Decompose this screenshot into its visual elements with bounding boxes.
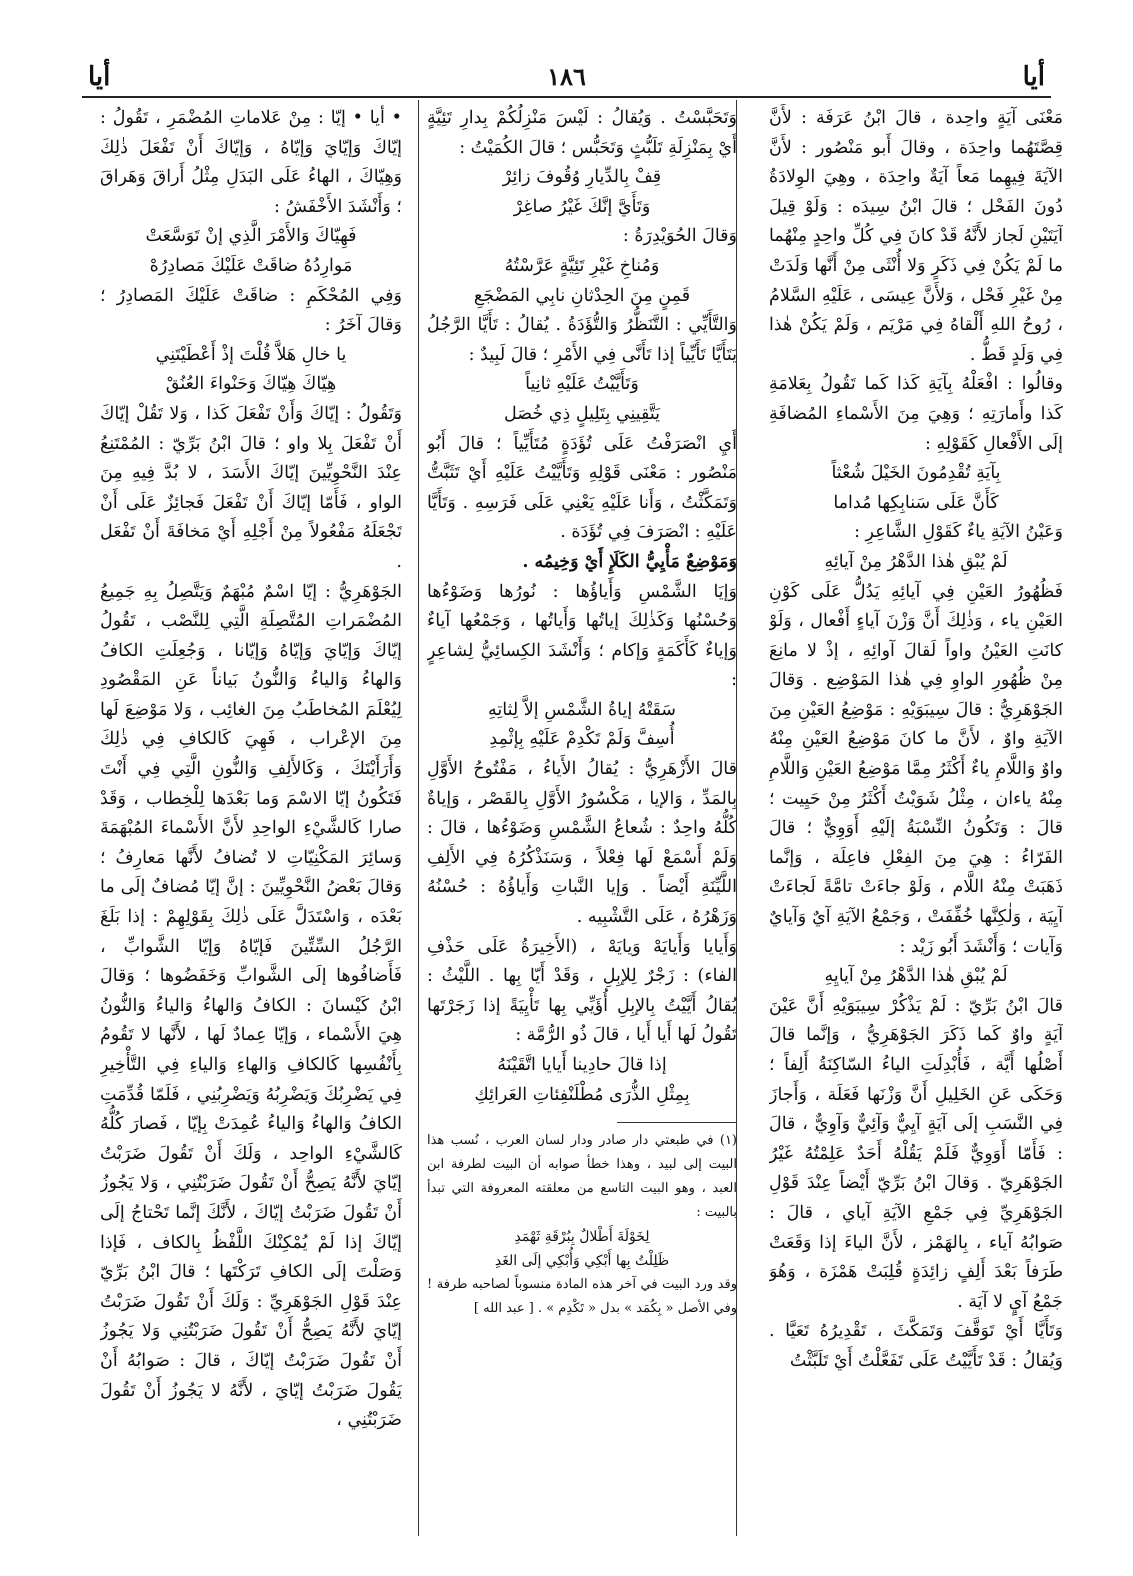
running-header-right: أيا bbox=[1022, 62, 1045, 92]
footnote bbox=[427, 1129, 737, 1321]
paragraph: أَيِ انْصَرَفْتُ عَلَى تُؤَدَةٍ مُتَأَيِّياً ؛ قالَ أَبُو مَنْصُور : مَعْنَى قَوْلِهِ وَتَأَيَّيْتُ عَلَيْهِ أَيْ تَثَبَّتُّ وَتَمَكَّثْتُ ، وَأَنا عَلَيْهِ يَعْنِي عَلَى فَرَسِهِ . وَتَأَيَّا عَلَيْهِ : انْصَرَفَ فِي تُؤَدَة . bbox=[427, 433, 737, 543]
column-middle bbox=[427, 104, 737, 1530]
page-number: ١٨٦ bbox=[547, 62, 586, 91]
entry-headword: وَمَوْضِعٌ مَأْيِيُّ الكَلَإِ أَيْ وَخِيمُه . bbox=[522, 551, 737, 572]
paragraph: وَالتَّأَيِّي : التَّنَظُّرُ وَالتُّؤَدَةُ . يُقالُ : تَأَيَّا الرَّجُلُ يَتَأَيَّا تَأَيِّياً إذا تَأَنَّى فِي الأَمْرِ ؛ قالَ لَبِيدٌ : bbox=[427, 315, 737, 365]
poetry-verse: لَمْ يُبْقِ هٰذا الدَّهْرُ مِنْ آيائِهِ bbox=[824, 551, 1008, 572]
paragraph: وَتَقُولُ : إيّاكَ وَأَنْ تَفْعَلَ كَذا ، وَلا تَقُلْ إيّاكَ أَنْ تَفْعَلَ بِلا واو ؛ قالَ ابْنُ بَرِّيّ : المُمْتَنِعُ عِنْدَ النَّحْوِيِّينَ إيّاكَ الأَسَدَ ، لا بُدَّ فِيهِ مِنَ الواو ، فَأَمّا إيّاكَ أَنْ تَفْعَلَ فَجائِزٌ عَلَى أَنْ تَجْعَلَهُ مَفْعُولاً مِنْ أَجْلِهِ أَيْ مَخافَةَ أَنْ تَفْعَل . bbox=[100, 403, 402, 572]
poetry-verse: كَأَنَّ عَلَى سَنابِكِها مُداما bbox=[833, 492, 999, 513]
paragraph: وَعَيْنُ الآيَةِ ياءٌ كَقَوْلِ الشَّاعِرِ : bbox=[854, 522, 1063, 543]
poetry-verse: أُسِفَّ وَلَمْ تَكْدِمْ عَلَيْهِ بِإثْمِدِ bbox=[489, 729, 675, 750]
paragraph: قالَ ابْنُ بَرِّيّ : لَمْ يَذْكُرْ سِيبَوَيْهِ أَنَّ عَيْنَ آيَةٍ واوٌ كَما ذَكَرَ الجَوْهَرِيُّ ، وَإنَّما قالَ أَصْلُها أَيَّة ، فَأُبْدِلَتِ الياءُ السّاكِنَةُ أَلِفاً ؛ وَحَكَى عَنِ الخَلِيلِ أَنَّ وَزْنَها فَعَلَة ، وَأَجازَ فِي النَّسَبِ إلَى آيَةٍ آيِيٌّ وَآئِيٌّ وَآوِيٌّ ، قالَ : فَأَمّا أَوَوِيٌّ فَلَمْ يَقُلْهُ أَحَدٌ عَلِمْتُهُ غَيْرُ الجَوْهَرِيّ . وَقالَ ابْنُ بَرِّيّ أَيْضاً عِنْدَ قَوْلِ الجَوْهَرِيِّ فِي جَمْعِ الآيَةِ آياي ، قالَ : صَوابُهُ آياء ، بِالهَمْز ، لأَنَّ الياءَ إذا وَقَعَتْ طَرَفاً بَعْدَ أَلِفٍ زائِدَةٍ قُلِبَتْ هَمْزَة ، وَهُوَ جَمْعُ آيٍ لا آيَة . bbox=[769, 995, 1063, 1312]
column-left bbox=[100, 104, 402, 1530]
poetry-verse: هِيّاكَ هِيّاكَ وَحَنْواءَ العُنُقْ bbox=[165, 374, 337, 395]
paragraph: وَفِي المُحْكَمِ : ضاقَتْ عَلَيْكَ المَصادِرُ ؛ وَقالَ آخَرُ : bbox=[100, 285, 402, 336]
column-divider-left bbox=[418, 100, 419, 1536]
footnote-tail: وقد ورد البيت في آخر هذه المادة منسوباً لصاحبه طرفة ! وفي الأصل « بِكُمَد » بدل « تَكْدِم » . [ عبد الله ] bbox=[427, 1277, 737, 1317]
poetry-verse: سَقَتْهُ إياةُ الشَّمْسِ إلاَّ لِثاتِهِ bbox=[488, 699, 676, 720]
poetry-verse: مَوارِدُهُ ضاقَتْ عَلَيْكَ مَصادِرُهْ bbox=[149, 255, 353, 276]
paragraph: فَظُهُورُ العَيْنِ فِي آيائِهِ يَدُلُّ عَلَى كَوْنِ العَيْنِ ياء ، وَذٰلِكَ أَنَّ وَزْنَ آياءٍ أَفْعال ، وَلَوْ كانَتِ العَيْنُ واواً لَقالَ آوائِهِ ، إذْ لا مانِعَ مِنْ ظُهُورِ الواوِ فِي هٰذا المَوْضِع . وَقالَ الجَوْهَرِيُّ : قالَ سِيبَوَيْهِ : مَوْضِعُ العَيْنِ مِنَ الآيَةِ واوٌ ، لأَنَّ ما كانَ مَوْضِعُ العَيْنِ مِنْهُ واوٌ وَاللَّامِ ياءٌ أَكْثَرُ مِمَّا مَوْضِعُ العَيْنِ وَاللَّامِ مِنْهُ ياءان ، مِثْلُ شَوَيْتُ أَكْثَرُ مِنْ حَيِيت ؛ قالَ : وَتَكُونُ النِّسْبَةُ إلَيْهِ أَوَوِيٌّ ؛ قالَ الفَرّاءُ : هِيَ مِنَ الفِعْلِ فاعِلَة ، وَإنَّما ذَهَبَتْ مِنْهُ اللَّام ، وَلَوْ جاءَتْ تامَّةً لَجاءَتْ آيِيَة ، وَلٰكِنَّها خُفِّفَتْ ، وَجَمْعُ الآيَةِ آيٌ وَآيايٌ وَآيات ؛ وَأَنْشَدَ أَبُو زَيْد : bbox=[769, 581, 1063, 957]
paragraph: وَقالَ الحُوَيْدِرَةُ : bbox=[622, 226, 737, 247]
poetry-verse: قَمِنٍ مِنَ الحِدْثانِ نابِي المَضْجَعِ bbox=[473, 285, 691, 306]
footnote-verse-1: لِخَوْلَةَ أَطْلالٌ بِبُرْقَةِ ثَهْمَدِ bbox=[514, 1229, 650, 1246]
poetry-verse: وَتَأَيَّ إنَّكَ غَيْرُ صاغِرْ bbox=[513, 196, 651, 217]
poetry-verse: لَمْ يُبْقِ هٰذا الدَّهْرُ مِنْ آيايِهِ bbox=[824, 966, 1008, 987]
poetry-verse: قِفْ بِالدِّيارِ وُقُوفَ زائِرْ bbox=[502, 167, 662, 188]
footnote-text: (١) في طبعتي دار صادر ودار لسان العرب ، نُسب هذا البيت إلى لبيد ، وهذا خطأ صوابه أن البيت لطرفة ابن العبد ، وهو البيت التاسع من معلقته المعروفة التي تبدأ بالبيت : bbox=[427, 1133, 737, 1221]
poetry-verse: فَهِيّاكَ وَالأَمْرَ الَّذِي إنْ تَوَسَّعَتْ bbox=[145, 226, 357, 247]
column-right bbox=[769, 104, 1063, 1530]
column-middle-body bbox=[427, 104, 737, 1110]
poetry-verse: بِآيَةِ تُقْدِمُونَ الخَيْلَ شُعْثاً bbox=[831, 463, 1001, 484]
paragraph: وَتَأَيَّا أَيْ تَوَقَّفَ وَتَمَكَّثَ ، تَقْدِيرُهُ تَعَيَّا . وَيُقالُ : قَدْ تَأَيَّيْتُ عَلَى تَفَعَّلْتُ أَيْ تَلَبَّثْتُ bbox=[769, 1321, 1063, 1371]
running-header-left: أيا bbox=[88, 62, 111, 92]
paragraph: • أيا • إيّا : مِنْ عَلاماتِ المُضْمَرِ ، تَقُولُ : إيّاكَ وَإيّايَ وَإيّاهُ ، وَإيّاكَ أَنْ تَفْعَلَ ذٰلِكَ وَهِيّاكَ ، الهاءُ عَلَى البَدَلِ مِثْلُ أَراقَ وَهَراقَ ؛ وَأَنْشَدَ الأَخْفَشُ : bbox=[100, 108, 402, 217]
paragraph: الجَوْهَرِيُّ : إيّا اسْمٌ مُبْهَمٌ وَيَتَّصِلُ بِهِ جَمِيعُ المُضْمَراتِ المُتَّصِلَةِ الَّتِي لِلنَّصْب ، تَقُولُ إيّاكَ وَإيّايَ وَإيّاهُ وَإيّانا ، وَجُعِلَتِ الكافُ وَالهاءُ وَالياءُ وَالنُّونُ بَياناً عَنِ المَقْصُودِ لِيُعْلَمَ المُخاطَبُ مِنَ الغائِب ، وَلا مَوْضِعَ لَها مِنَ الإعْراب ، فَهِيَ كَالكافِ فِي ذٰلِكَ وَأَرَأَيْتَكَ ، وَكَالأَلِفِ وَالنُّونِ الَّتِي فِي أَنْتَ فَتَكُونُ إيّا الاسْمَ وَما بَعْدَها لِلْخِطاب ، وَقَدْ صارا كَالشَّيْءِ الواحِدِ لأَنَّ الأَسْماءَ المُبْهَمَةَ وَسائِرَ المَكْنِيّاتِ لا تُضافُ لأَنَّها مَعارِفُ ؛ وَقالَ بَعْضُ النَّحْوِيِّينَ : إنَّ إيّا مُضافٌ إلَى ما بَعْدَه ، وَاسْتَدَلَّ عَلَى ذٰلِكَ بِقَوْلِهِمْ : إذا بَلَغَ الرَّجُلُ السِّتِّينَ فَإيّاهُ وَإيّا الشَّوابِّ ، فَأَضافُوها إلَى الشَّوابِّ وَخَفَضُوها ؛ وَقالَ ابْنُ كَيْسانَ : الكافُ وَالهاءُ وَالياءُ وَالنُّونُ هِيَ الأَسْماء ، وَإيّا عِمادٌ لَها ، لأَنَّها لا تَقُومُ بِأَنْفُسِها كَالكافِ وَالهاءِ وَالياءِ فِي التَّأْخِيرِ فِي يَضْرِبُكَ وَيَضْرِبُهُ وَيَضْرِبُنِي ، فَلَمّا قُدِّمَتِ الكافُ وَالهاءُ وَالياءُ عُمِدَتْ بِإيّا ، فَصارَ كُلُّهُ كَالشَّيْءِ الواحِد ، وَلَكَ أَنْ تَقُولَ ضَرَبْتُ إيّايَ لأَنَّهُ يَصِحُّ أَنْ تَقُولَ ضَرَبْتُنِي ، وَلا يَجُوزُ أَنْ تَقُولَ ضَرَبْتُ إيّاكَ ، لأَنَّكَ إنَّما تَحْتاجُ إلَى إيّاكَ إذا لَمْ يُمْكِنْكَ اللَّفْظُ بِالكاف ، فَإذا وَصَلْتَ إلَى الكافِ تَرَكْتَها ؛ قالَ ابْنُ بَرِّيّ عِنْدَ قَوْلِ الجَوْهَرِيِّ : وَلَكَ أَنْ تَقُولَ ضَرَبْتُ إيّايَ لأَنَّهُ يَصِحُّ أَنْ تَقُولَ ضَرَبْتُنِي وَلا يَجُوزُ أَنْ تَقُولَ ضَرَبْتُ إيّاكَ ، قالَ : صَوابُهُ أَنْ يَقُولَ ضَرَبْتُ إيّايَ ، لأَنَّهُ لا يَجُوزُ أَنْ تَقُولَ ضَرَبْتُنِي ، bbox=[100, 581, 402, 1431]
poetry-verse: يا خالِ هَلاَّ قُلْتَ إذْ أَعْطَيْتَنِي bbox=[155, 344, 347, 365]
paragraph: وَأَيايا وَأَيايَهْ وَيايَهْ ، (الأَخِيرَةُ عَلَى حَذْفِ الفاء) : زَجْرٌ لِلإبِلِ ، وَقَدْ أَيّا بِها . اللَّيْثُ : يُقالُ أَيَّيْتُ بِالإبِلِ أُؤَيِّي بِها تَأْيِيَةً إذا زَجَرْتَها تَقُولُ لَها أَيا أَيا ، قالَ ذُو الرُّمَّة : bbox=[427, 936, 737, 1046]
poetry-verse: يَتَّقِينِي بِتَلِيلٍ ذِي خُصَل bbox=[503, 403, 661, 424]
paragraph: قالَ الأَزْهَرِيُّ : يُقالُ الأَياءُ ، مَفْتُوحُ الأَوَّلِ بِالمَدِّ ، وَالإيا ، مَكْسُورُ الأَوَّلِ بِالقَصْر ، وَإياةٌ كُلُّهُ واحِدٌ : شُعاعُ الشَّمْسِ وَضَوْءُها ، قالَ : وَلَمْ أَسْمَعْ لَها فِعْلاً ، وَسَنَذْكُرُهُ فِي الأَلِفِ اللَّيِّنَةِ أَيْضاً . وَإيا النَّباتِ وَأَياؤُهُ : حُسْنُهُ وَزَهْرُهُ ، عَلَى التَّشْبِيه . bbox=[427, 759, 737, 928]
poetry-verse: وَتَأَيَّيْتُ عَلَيْهِ ثانِياً bbox=[525, 374, 639, 395]
paragraph: مَعْنَى آيَةٍ واحِدة ، قالَ ابْنُ عَرَفَة : لأَنَّ قِصَّتَهُما واحِدَة ، وقالَ أَبو مَنْصُور : لأَنَّ الآيَةَ فِيهِما مَعاً آيَةٌ واحِدَة ، وهِيَ الوِلادَةُ دُونَ الفَحْل ؛ قالَ ابْنُ سِيدَه : وَلَوْ قِيلَ آيَتَيْنِ لَجاز لأَنَّهُ قَدْ كانَ فِي كُلِّ واحِدٍ مِنْهُما ما لَمْ يَكُنْ فِي ذَكَرٍ وَلا أُنْثَى مِنْ أَنَّها وَلَدَتْ مِنْ غَيْرِ فَحْل ، وَلأَنَّ عِيسَى ، عَلَيْهِ السَّلامُ ، رُوحُ اللهِ أَلْقاهُ فِي مَرْيَم ، وَلَمْ يَكُنْ هٰذا فِي وَلَدٍ قَطُّ . bbox=[769, 108, 1063, 365]
footnote-rule bbox=[617, 1122, 737, 1123]
poetry-verse: وَمُناخِ غَيْرِ تَئِيَّةٍ عَرَّسْتُهُ bbox=[504, 255, 660, 276]
poetry-verse: إذا قالَ حادِينا أَيايا اتَّقَيْنَهُ bbox=[497, 1055, 667, 1075]
paragraph: وَتَحَبَّسْتُ . وَيُقالُ : لَيْسَ مَنْزِلُكُمْ بِدارِ تَئِيَّةٍ أَيْ بِمَنْزِلَةِ تَلَبُّثٍ وَتَحَبُّس ؛ قالَ الكُمَيْتُ : bbox=[427, 108, 737, 158]
paragraph: وَإيَا الشَّمْسِ وَأَياؤُها : نُورُها وَضَوْءُها وَحُسْنُها وَكَذٰلِكَ إياتُها وَأَياتُها ، وَجَمْعُها آياءٌ وَإياءٌ كَأَكَمَةٍ وَإكام ؛ وَأَنْشَدَ الكِسائِيُّ لِشاعِرٍ : bbox=[427, 581, 737, 691]
header-rule bbox=[82, 96, 1051, 98]
footnote-verse-2: ظَلِلْتُ بِها أَبْكِي وَأُبْكِي إلَى الغَدِ bbox=[494, 1253, 670, 1270]
paragraph: وقالُوا : افْعَلْهُ بِآيَةِ كَذا كَما تَقُولُ بِعَلامَةِ كَذا وأَمارَتِهِ ؛ وَهِيَ مِنَ الأَسْماءِ المُضافَةِ إلَى الأَفْعالِ كَقَوْلِهِ : bbox=[769, 374, 1063, 454]
poetry-verse: بِمِثْلِ الذُّرَى مُطْلَنْفِئاتِ العَرائِكِ bbox=[474, 1084, 690, 1105]
